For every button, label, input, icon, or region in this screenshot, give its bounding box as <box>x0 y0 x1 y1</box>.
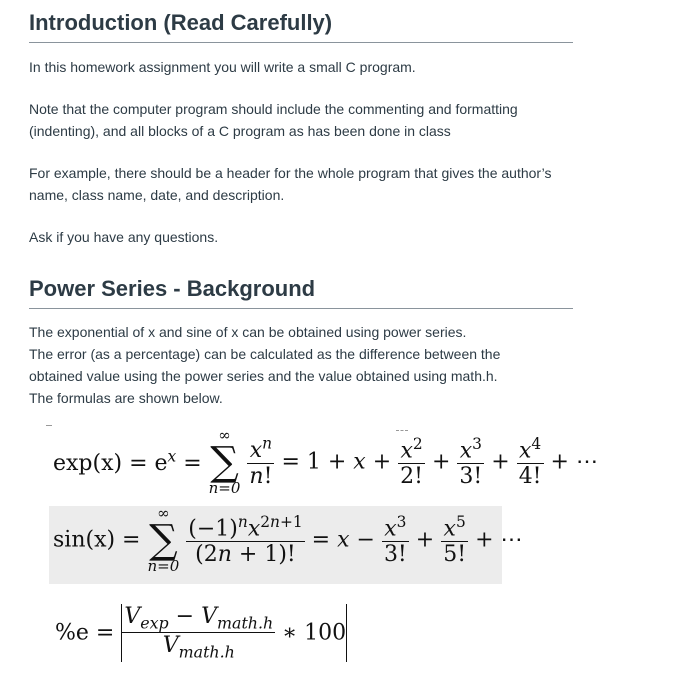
intro-paragraph-1: In this homework assignment you will write a small C program. <box>29 59 416 75</box>
sin-term-x3: $\frac{x^3}{3!}$ <box>383 512 407 568</box>
decorative-tick <box>46 425 52 426</box>
intro-paragraph-4: Ask if you have any questions. <box>29 229 219 245</box>
intro-paragraph-2: Note that the computer program should include the commenting and formatting (indenting), and all blocks of a C program as has been done in class <box>29 101 518 139</box>
exp-term-x4: $\frac{x^4}{4!}$ <box>518 434 542 490</box>
exp-general-term: $\frac{x^n}{n!}$ <box>249 434 273 490</box>
exp-lhs: $\exp(x) = e^x$ = <box>53 447 209 477</box>
formula-error <box>55 604 347 662</box>
section-title-introduction: Introduction (Read Carefully) <box>29 10 573 43</box>
exp-term-x2: $\frac{x^2}{2!}$ <box>400 434 423 490</box>
exp-term-x3: $\frac{x^3}{3!}$ <box>459 434 483 490</box>
formula-sin: sin(x) = ∞ ∑ n=0 $\frac{(-1)^nx^{2n+1}}{(2n + 1)!}$ = x − $\frac{x^3}{3!}$ + $\frac{x^5}{5!}$ + ⋯ <box>53 504 523 575</box>
para-line-1: The exponential of x and sine of x can be obtained using power series. <box>29 324 467 340</box>
error-absolute-value: $\frac{V_{exp} - V_{math.h}}{V_{math.h}}$ ∗ 100 <box>121 604 347 662</box>
sin-sum-symbol: ∞ ∑ n=0 <box>147 504 180 575</box>
sin-general-term: $\frac{(-1)^nx^{2n+1}}{(2n + 1)!}$ <box>188 512 303 568</box>
section-title-power-series: Power Series - Background <box>29 276 573 309</box>
sin-lhs: sin(x) = <box>53 527 141 553</box>
error-lhs: %e = <box>55 620 115 646</box>
para-line-2: The error (as a percentage) can be calculated as the difference between the <box>29 346 501 362</box>
para-line-3: obtained value using the power series and the value obtained using math.h. <box>29 368 498 384</box>
para-line-4: The formulas are shown below. <box>29 390 223 406</box>
sin-term-x5: $\frac{x^5}{5!}$ <box>443 512 467 568</box>
formula-exp: $\exp(x) = e^x$ = ∞ ∑ n=0 $\frac{x^n}{n!}$ = 1 + x + $\frac{x^2}{2!}$ + $\frac{x^3}{3!}$ + $\frac{x^4}{4!}$ + ⋯ <box>53 426 598 497</box>
exp-sum-symbol: ∞ ∑ n=0 <box>208 426 241 497</box>
power-series-paragraph <box>29 321 569 409</box>
intro-paragraph-3: For example, there should be a header for the whole program that gives the author’s name, class name, date, and description. <box>29 165 552 203</box>
error-fraction: $\frac{V_{exp} - V_{math.h}}{V_{math.h}}$ <box>124 604 274 662</box>
